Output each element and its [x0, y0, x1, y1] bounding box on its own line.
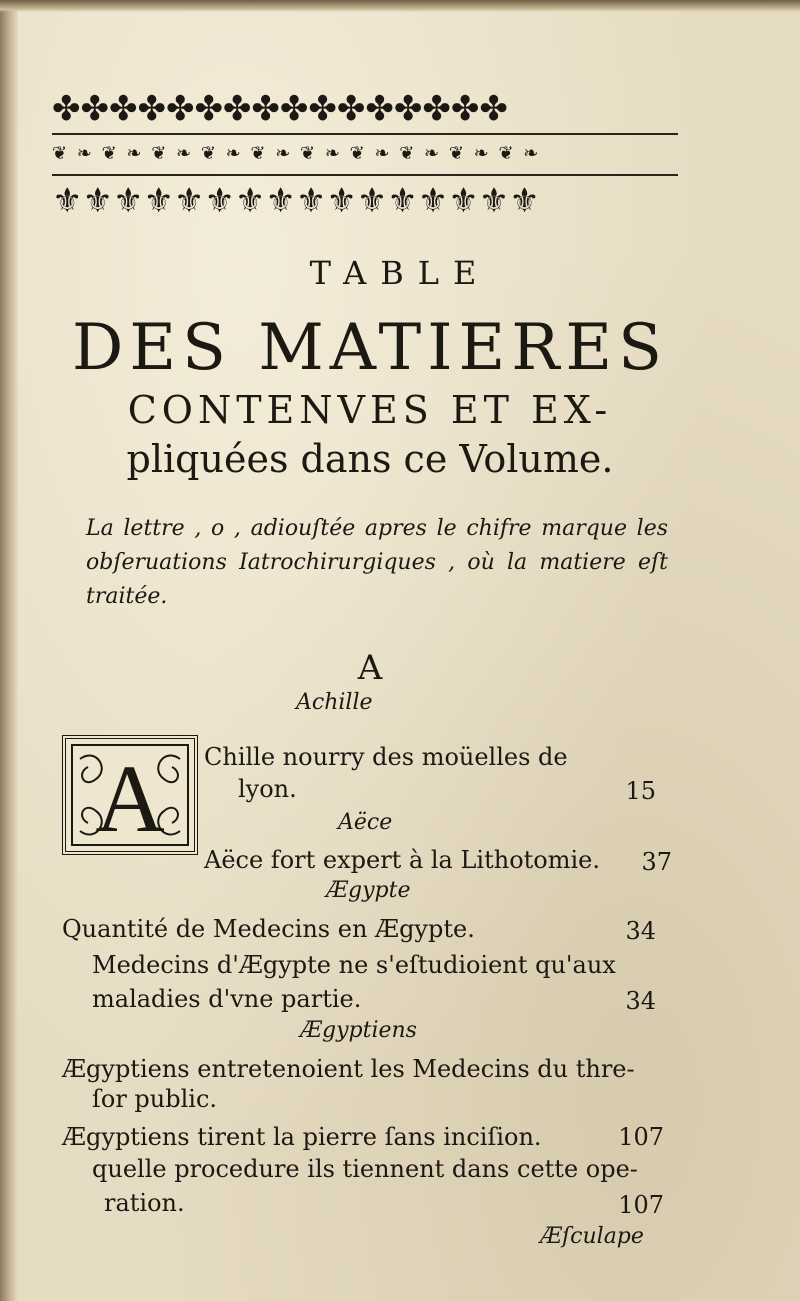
heading-aegypte: Ægypte	[326, 878, 411, 903]
page-top-edge	[0, 0, 800, 12]
header-ornament-band	[52, 86, 678, 226]
ornament-rule	[52, 133, 678, 135]
ornament-row-fleurons: ✤✤✤✤✤✤✤✤✤✤✤✤✤✤✤✤	[52, 89, 508, 129]
entry-aegypte-1: Quantité de Medecins en Ægypte.	[62, 915, 475, 943]
entry-aegypte-2-line2: maladies d'vne partie.	[92, 985, 362, 1013]
heading-achille: Achille	[296, 690, 373, 715]
entry-achille-line1: Chille nourry des moüelles de	[204, 743, 568, 771]
entry-aegyptiens-1-line1: Ægyptiens entretenoient les Medecins du thre-	[62, 1055, 635, 1083]
entry-aece: Aëce fort expert à la Lithotomie.	[204, 846, 601, 874]
title-contenves: CONTENVES ET EX-	[127, 388, 613, 432]
dropcap-letter: A	[95, 745, 165, 851]
entry-aegyptiens-2-line3: ration.	[104, 1189, 185, 1217]
historiated-initial	[62, 735, 198, 855]
initial-ornament-icon	[66, 739, 194, 851]
catchword: Æſculape	[540, 1224, 644, 1249]
page-number: 34	[625, 917, 656, 945]
ornament-row-knots: ❦ ❧ ❦ ❧ ❦ ❧ ❦ ❧ ❦ ❧ ❦ ❧ ❦ ❧ ❦ ❧ ❦ ❧ ❦ ❧	[52, 143, 541, 164]
section-letter: A	[357, 648, 383, 688]
page-number: 34	[625, 987, 656, 1015]
heading-aegyptiens: Ægyptiens	[300, 1018, 417, 1043]
ornament-row-lilies: ⚜⚜⚜⚜⚜⚜⚜⚜⚜⚜⚜⚜⚜⚜⚜⚜	[52, 181, 540, 221]
page-number: 107	[618, 1123, 664, 1151]
heading-aece: Aëce	[338, 810, 393, 835]
page-number: 37	[641, 848, 672, 876]
entry-aegyptiens-1-line2: ſor public.	[92, 1085, 218, 1113]
ornament-rule	[52, 174, 678, 176]
title-table: TABLE	[309, 254, 491, 292]
title-des-matieres: DES MATIERES	[72, 311, 668, 385]
page-number: 15	[625, 777, 656, 805]
entry-achille-line2: lyon.	[238, 775, 297, 803]
entry-aegyptiens-2-line2: quelle procedure ils tiennent dans cette ope-	[92, 1155, 638, 1183]
page-number: 107	[618, 1191, 664, 1219]
entry-aegypte-2-line1: Medecins d'Ægypte ne s'eſtudioient qu'aux	[92, 951, 616, 979]
explanatory-note: La lettre , o , adiouſtée apres le chifre marque les obſeruations Iatrochirurgiques , où la matiere eſt traitée.	[86, 516, 668, 609]
title-pliquees: pliquées dans ce Volume.	[126, 437, 614, 481]
entry-aegyptiens-2-line1: Ægyptiens tirent la pierre ſans inciſion.	[62, 1123, 542, 1151]
